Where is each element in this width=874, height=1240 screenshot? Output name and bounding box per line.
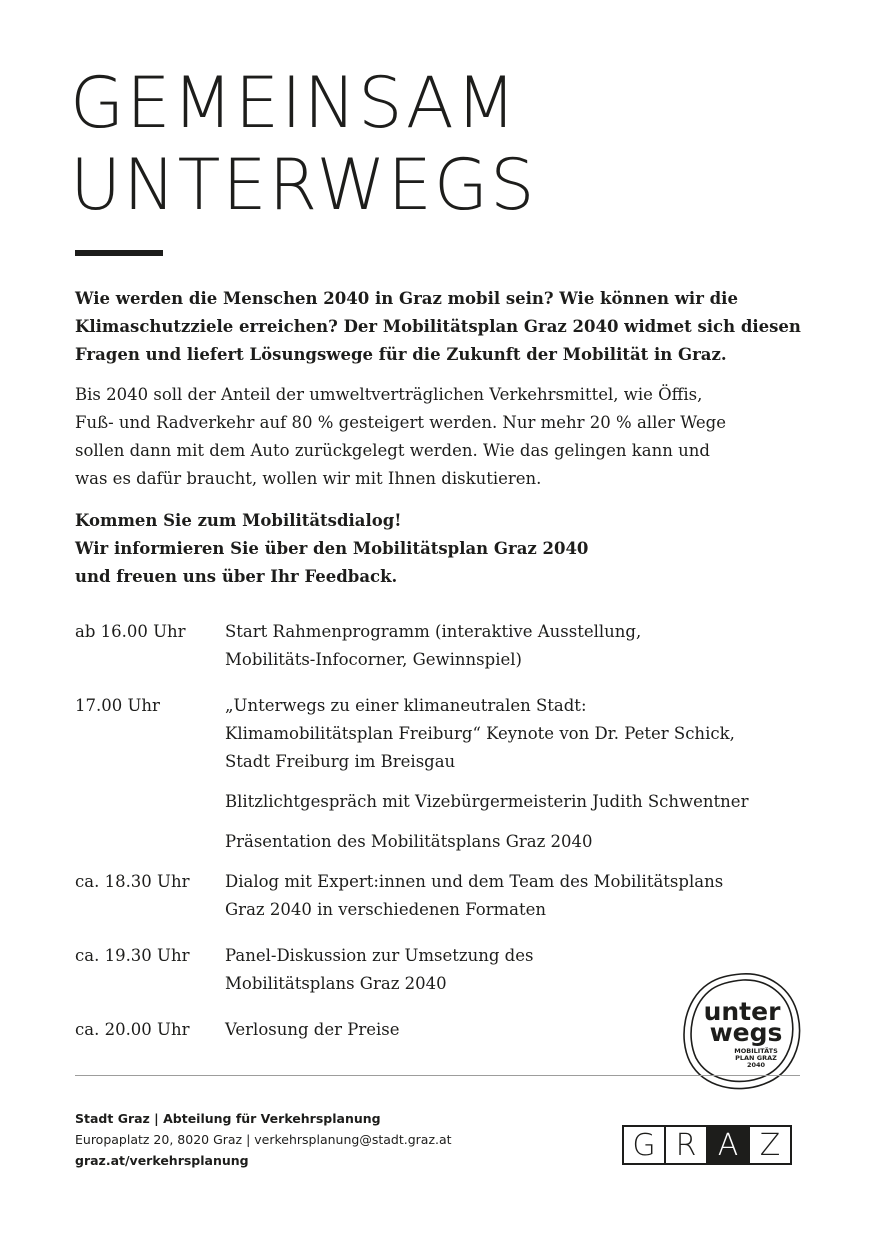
badge-word-2: wegs	[709, 1018, 783, 1047]
program-line: Präsentation des Mobilitätsplans Graz 2040	[225, 832, 593, 851]
badge-subtitle-3: 2040	[746, 1061, 766, 1069]
intro-line: Fragen und liefert Lösungswege für die Zukunft der Mobilität in Graz.	[75, 345, 727, 364]
body-paragraph	[75, 381, 775, 493]
program-description	[225, 788, 825, 816]
program-description	[225, 692, 825, 776]
intro-paragraph	[75, 285, 801, 369]
intro-line: Klimaschutzziele erreichen? Der Mobilitätsplan Graz 2040 widmet sich diesen	[75, 317, 801, 336]
badge-subtitle-2: PLAN GRAZ	[735, 1054, 777, 1062]
footer-website: graz.at/verkehrsplanung	[75, 1153, 249, 1168]
program-line: Panel-Diskussion zur Umsetzung des	[225, 946, 534, 965]
badge-subtitle-1: MOBILITÄTS	[734, 1047, 778, 1055]
program-line: Dialog mit Expert:innen und dem Team des Mobilitätsplans	[225, 872, 724, 891]
program-time: ab 16.00 Uhr	[75, 622, 186, 641]
page-title	[70, 62, 537, 226]
footer-organization: Stadt Graz | Abteilung für Verkehrsplanung	[75, 1111, 381, 1126]
unterwegs-badge-logo	[680, 970, 802, 1092]
call-to-action	[75, 507, 775, 591]
program-line: Start Rahmenprogramm (interaktive Ausstellung,	[225, 622, 642, 641]
footer-address: Europaplatz 20, 8020 Graz | verkehrsplanung@stadt.graz.at	[75, 1132, 452, 1147]
body-line: sollen dann mit dem Auto zurückgelegt werden. Wie das gelingen kann und	[75, 441, 710, 460]
footer-divider	[75, 1075, 800, 1076]
cta-line: und freuen uns über Ihr Feedback.	[75, 567, 398, 586]
program-time: 17.00 Uhr	[75, 696, 160, 715]
badge-word-1: unter	[703, 997, 781, 1026]
program-line: Mobilitätsplans Graz 2040	[225, 974, 447, 993]
body-line: Bis 2040 soll der Anteil der umweltverträglichen Verkehrsmittel, wie Öffis,	[75, 385, 703, 404]
graz-logo-letter: R	[664, 1125, 708, 1165]
program-time: ca. 20.00 Uhr	[75, 1020, 190, 1039]
body-line: was es dafür braucht, wollen wir mit Ihnen diskutieren.	[75, 469, 542, 488]
program-description	[225, 868, 825, 924]
graz-logo-letter: G	[622, 1125, 666, 1165]
program-time: ca. 18.30 Uhr	[75, 872, 190, 891]
body-line: Fuß- und Radverkehr auf 80 % gesteigert werden. Nur mehr 20 % aller Wege	[75, 413, 726, 432]
program-line: Klimamobilitätsplan Freiburg“ Keynote von Dr. Peter Schick,	[225, 724, 735, 743]
program-line: „Unterwegs zu einer klimaneutralen Stadt:	[225, 696, 587, 715]
program-line: Blitzlichtgespräch mit Vizebürgermeisterin Judith Schwentner	[225, 792, 749, 811]
graz-logo	[622, 1125, 790, 1165]
intro-line: Wie werden die Menschen 2040 in Graz mobil sein? Wie können wir die	[75, 289, 738, 308]
program-description	[225, 828, 825, 856]
program-time: ca. 19.30 Uhr	[75, 946, 190, 965]
title-line-1: GEMEINSAM	[70, 62, 519, 144]
title-rule	[75, 250, 163, 256]
cta-line: Wir informieren Sie über den Mobilitätsplan Graz 2040	[75, 539, 589, 558]
title-line-2: UNTERWEGS	[70, 144, 537, 226]
program-line: Stadt Freiburg im Breisgau	[225, 752, 456, 771]
program-line: Verlosung der Preise	[225, 1020, 400, 1039]
graz-logo-letter: Z	[748, 1125, 792, 1165]
program-description	[225, 618, 825, 674]
program-line: Mobilitäts-Infocorner, Gewinnspiel)	[225, 650, 522, 669]
cta-line: Kommen Sie zum Mobilitätsdialog!	[75, 511, 402, 530]
graz-logo-letter: A	[706, 1125, 750, 1165]
footer-contact	[75, 1108, 452, 1171]
program-line: Graz 2040 in verschiedenen Formaten	[225, 900, 547, 919]
